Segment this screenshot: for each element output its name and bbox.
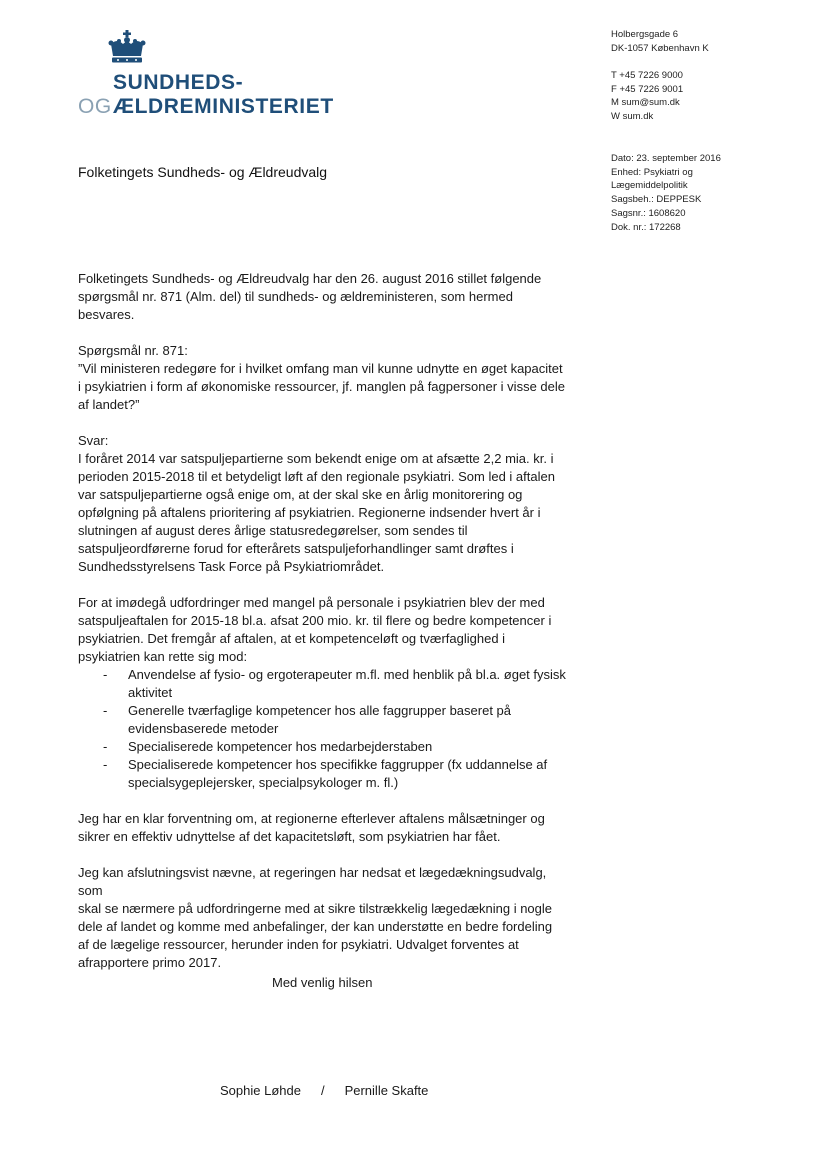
signature-separator: / <box>320 1083 325 1098</box>
answer-p4-line: af de lægelige ressourcer, herunder inden for psykiatri. Udvalget forventes at <box>78 937 519 952</box>
question-line: ”Vil ministeren redegøre for i hvilket omfang man vil kunne udnytte en øget kapacitet <box>78 361 563 376</box>
logo-text-line2: ÆLDREMINISTERIET <box>113 95 334 118</box>
list-item <box>78 756 568 792</box>
contact-fax: F +45 7226 9001 <box>611 83 684 95</box>
answer-label: Svar: <box>78 433 109 448</box>
signature <box>220 1083 428 1098</box>
list-dash: - <box>103 757 108 772</box>
document-meta <box>611 152 721 234</box>
answer-p4-line: dele af landet og komme med anbefalinger, der kan understøtte en bedre fordeling <box>78 919 553 934</box>
question-line: af landet?” <box>78 397 140 412</box>
contact-phone: T +45 7226 9000 <box>611 70 683 81</box>
letter-body <box>78 270 568 972</box>
contact-mail: M sum@sum.dk <box>611 97 680 109</box>
list-item-line: Anvendelse af fysio- og ergoterapeuter m.fl. med henblik på bl.a. øget fysisk <box>128 667 566 682</box>
list-item <box>78 666 568 702</box>
answer-p4-line: Jeg kan afslutningsvist nævne, at regeringen har nedsat et lægedækningsudvalg, som <box>78 865 547 898</box>
meta-unit-1: Enhed: Psykiatri og <box>611 166 693 178</box>
recipient: Folketingets Sundheds- og Ældreudvalg <box>78 164 328 180</box>
logo-text-line1: SUNDHEDS- <box>113 71 244 94</box>
meta-case-no: Sagsnr.: 1608620 <box>611 207 686 219</box>
answer-p1-line: opfølgning på aftalens prioritering af psykiatrien. Regionerne indsender hvert år i <box>78 505 541 520</box>
meta-unit-2: Lægemiddelpolitik <box>611 180 688 192</box>
address-city: DK-1057 København K <box>611 42 709 54</box>
question-line: i psykiatrien i form af økonomiske ressourcer, jf. manglen på fagpersoner i visse dele <box>78 379 565 394</box>
list-item-line: evidensbaserede metoder <box>128 721 279 736</box>
answer-p1-line: perioden 2015-2018 til et betydeligt løft af den regionale psykiatri. Som led i aftalen <box>78 469 555 484</box>
address-block <box>611 28 709 55</box>
answer-p2-line: For at imødegå udfordringer med mangel på personale i psykiatrien blev der med <box>78 595 545 610</box>
list-item <box>78 738 568 756</box>
answer-p4-line: skal se nærmere på udfordringerne med at sikre tilstrækkelig lægedækning i nogle <box>78 901 553 916</box>
answer-p2-line: satspuljeaftalen for 2015-18 bl.a. afsat 200 mio. kr. til flere og bedre kompetencer i <box>78 613 552 628</box>
answer-p3-line: Jeg har en klar forventning om, at regionerne efterlever aftalens målsætninger og <box>78 811 545 826</box>
answer-p2-line: psykiatrien. Det fremgår af aftalen, at et kompetenceløft og tværfaglighed i <box>78 631 506 646</box>
answer-p1-line: var satspuljepartierne også enige om, at der skal ske en årlig monitorering og <box>78 487 523 502</box>
list-dash: - <box>103 739 108 754</box>
logo-text-og: OG <box>78 95 112 118</box>
address-street: Holbergsgade 6 <box>611 29 679 40</box>
question-label: Spørgsmål nr. 871: <box>78 343 188 358</box>
list-dash: - <box>103 667 108 682</box>
meta-date: Dato: 23. september 2016 <box>611 153 721 164</box>
competence-list <box>78 666 568 792</box>
answer-p1-line: Sundhedsstyrelsens Task Force på Psykiatriområdet. <box>78 559 385 574</box>
intro-line: spørgsmål nr. 871 (Alm. del) til sundheds- og ældreministeren, som hermed besvares. <box>78 289 513 322</box>
list-item-line: Specialiserede kompetencer hos specifikke faggrupper (fx uddannelse af <box>128 757 548 772</box>
meta-case-handler: Sagsbeh.: DEPPESK <box>611 194 702 206</box>
list-item-line: Specialiserede kompetencer hos medarbejderstaben <box>128 739 433 754</box>
closing: Med venlig hilsen <box>272 975 373 990</box>
answer-p1-line: satspuljeordførerne forud for efterårets satspuljeforhandlinger samt drøftes i <box>78 541 514 556</box>
intro-line: Folketingets Sundheds- og Ældreudvalg har den 26. august 2016 stillet følgende <box>78 271 542 286</box>
list-item-line: specialsygeplejersker, specialpsykologer m. fl.) <box>128 775 399 790</box>
list-item-line: Generelle tværfaglige kompetencer hos alle faggrupper baseret på <box>128 703 512 718</box>
crown-icon <box>107 30 147 66</box>
list-dash: - <box>103 703 108 718</box>
list-item <box>78 702 568 738</box>
signature-name-2: Pernille Skafte <box>344 1083 429 1098</box>
list-item-line: aktivitet <box>128 685 173 700</box>
meta-doc-no: Dok. nr.: 172268 <box>611 221 681 233</box>
answer-p1-line: I foråret 2014 var satspuljepartierne som bekendt enige om at afsætte 2,2 mia. kr. i <box>78 451 554 466</box>
contact-web: W sum.dk <box>611 111 654 123</box>
answer-p1-line: slutningen af august deres årlige statusredegørelser, som sendes til <box>78 523 468 538</box>
answer-p3-line: sikrer en effektiv udnyttelse af det kapacitetsløft, som psykiatrien har fået. <box>78 829 501 844</box>
contact-block <box>611 69 683 124</box>
signature-name-1: Sophie Løhde <box>220 1083 301 1098</box>
answer-p4-line: afrapportere primo 2017. <box>78 955 222 970</box>
answer-p2-line: psykiatrien kan rette sig mod: <box>78 649 248 664</box>
